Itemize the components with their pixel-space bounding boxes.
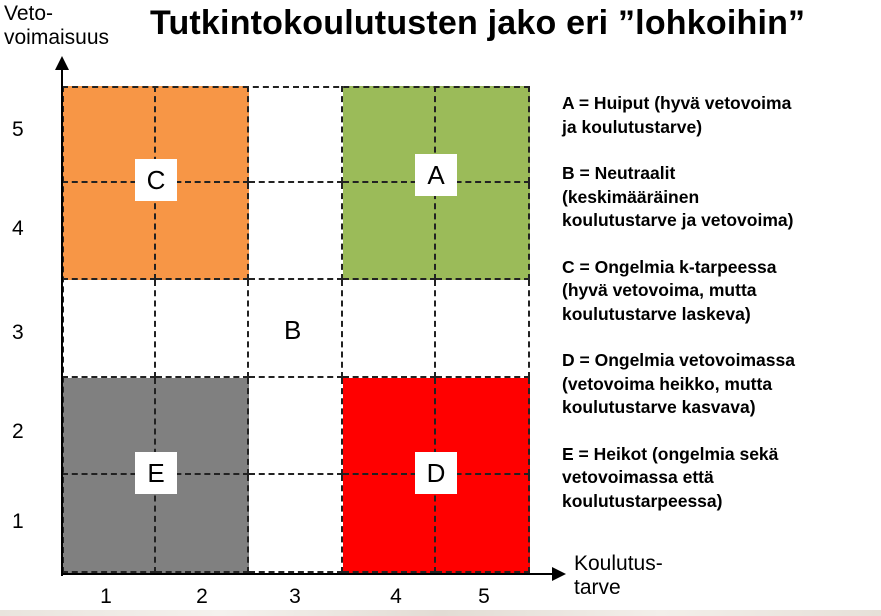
x-tick-5: 5	[478, 585, 490, 608]
x-tick-2: 2	[196, 585, 208, 608]
x-axis-label-line-1: Koulutus-	[574, 552, 663, 575]
grid-cell	[436, 280, 530, 378]
y-tick-3: 3	[12, 321, 24, 344]
zone-label-d: D	[415, 452, 457, 494]
y-axis-label	[4, 2, 109, 50]
legend-line: C = Ongelmia k-tarpeessa	[562, 256, 777, 277]
legend-line: koulutustarve laskeva)	[562, 303, 751, 324]
legend-line: (vetovoima heikko, mutta	[562, 373, 773, 394]
grid-cell	[343, 280, 436, 378]
grid-cell	[249, 378, 343, 475]
x-axis-line	[61, 573, 553, 575]
zone-grid	[62, 86, 530, 573]
grid-cell	[436, 183, 530, 280]
legend-line: (keskimääräinen	[562, 186, 700, 207]
legend-item-d	[562, 349, 872, 420]
x-axis-label	[574, 552, 663, 600]
zone-label-b: B	[284, 315, 302, 345]
legend-item-a	[562, 92, 872, 139]
background-strip	[0, 610, 881, 616]
legend-item-b	[562, 162, 872, 233]
y-tick-1: 1	[12, 510, 24, 533]
legend-item-e	[562, 443, 872, 514]
x-tick-4: 4	[390, 585, 402, 608]
grid-cell	[62, 280, 156, 378]
grid-cell	[249, 86, 343, 183]
x-tick-1: 1	[100, 585, 112, 608]
y-tick-2: 2	[12, 420, 24, 443]
legend-line: (hyvä vetovoima, mutta	[562, 280, 757, 300]
legend-line: ja koulutustarve)	[562, 116, 703, 137]
legend-line: koulutustarve ja vetovoima)	[562, 210, 794, 230]
legend-line: E = Heikot (ongelmia sekä	[562, 443, 779, 464]
y-tick-4: 4	[12, 217, 24, 240]
zone-label-a: A	[415, 154, 457, 196]
x-axis-label-line-2: tarve	[574, 576, 621, 599]
legend-line: A = Huiput (hyvä vetovoima	[562, 93, 792, 113]
legend-line: D = Ongelmia vetovoimassa	[562, 350, 795, 370]
y-tick-5: 5	[12, 118, 24, 141]
grid-cell	[343, 183, 436, 280]
grid-cell	[249, 183, 343, 280]
legend-line: B = Neutraalit	[562, 163, 676, 183]
zone-label-c: C	[135, 159, 177, 201]
zone-legend	[562, 92, 872, 536]
y-axis-line	[61, 62, 63, 576]
legend-line: koulutustarpeessa)	[562, 490, 723, 511]
zone-label-e: E	[135, 452, 177, 494]
x-tick-3: 3	[289, 585, 301, 608]
y-axis-label-line-2: voimaisuus	[4, 26, 110, 49]
legend-line: koulutustarve kasvava)	[562, 397, 756, 417]
y-axis-label-line-1: Veto-	[4, 2, 54, 25]
x-axis-arrow-icon	[552, 567, 566, 581]
grid-cell	[249, 475, 343, 573]
legend-item-c	[562, 256, 872, 327]
page-title: Tutkintokoulutusten jako eri ”lohkoihin”	[150, 4, 806, 42]
grid-cell	[156, 280, 249, 378]
legend-line: vetovoimassa että	[562, 467, 714, 487]
y-axis-arrow-icon	[55, 56, 69, 70]
